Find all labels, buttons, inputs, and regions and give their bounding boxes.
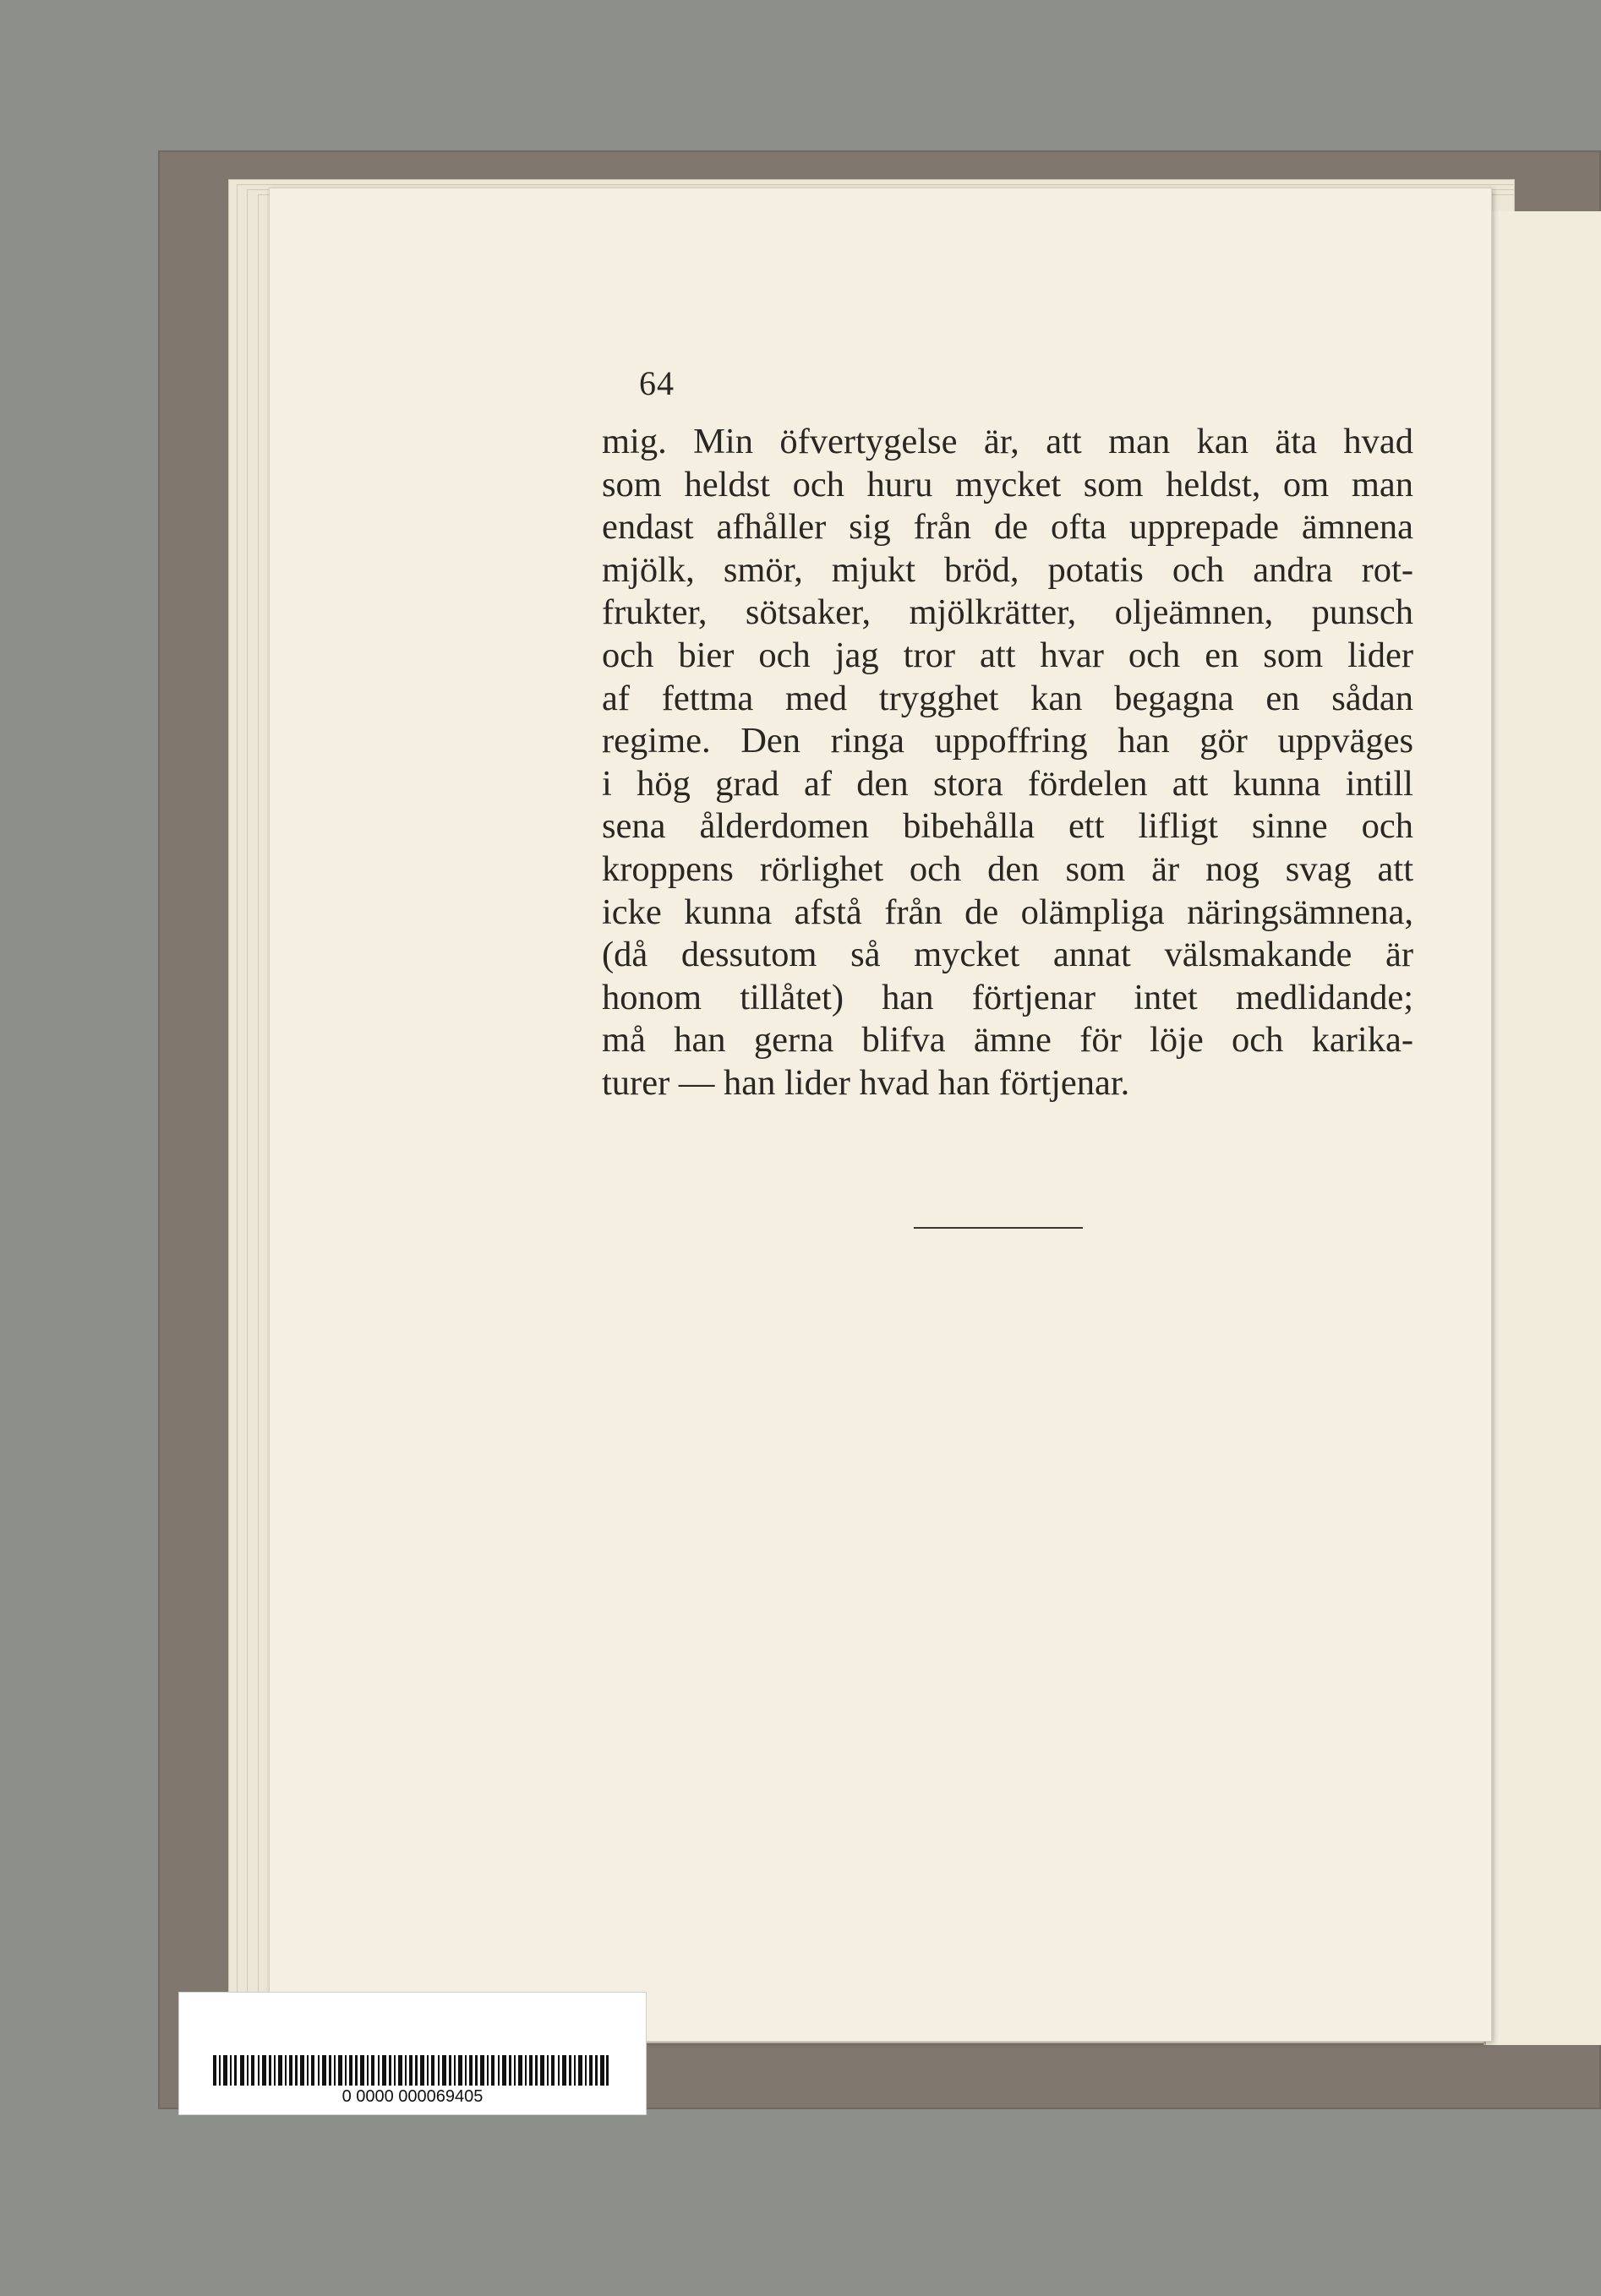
text-line: af fettma med trygghet kan begagna en sådan — [602, 678, 1413, 718]
text-line: sena ålderdomen bibehålla ett lifligt sinne och — [602, 806, 1413, 847]
text-line: honom tillåtet) han förtjenar intet medlidande; — [602, 977, 1413, 1017]
text-line: kroppens rörlighet och den som är nog svag att — [602, 848, 1413, 889]
barcode-number: 0 0000 000069405 — [342, 2087, 484, 2106]
text-line: mjölk, smör, mjukt bröd, potatis och andra rot- — [602, 549, 1413, 590]
barcode-icon — [213, 2055, 609, 2086]
text-line: i hög grad af den stora fördelen att kunna intill — [602, 763, 1413, 804]
body-text — [602, 421, 1413, 1105]
text-line: icke kunna afstå från de olämpliga näringsämnena, — [602, 892, 1413, 932]
text-line: och bier och jag tror att hvar och en som lider — [602, 635, 1413, 675]
text-line: (då dessutom så mycket annat välsmakande är — [602, 935, 1413, 975]
text-line: som heldst och huru mycket som heldst, om man — [602, 464, 1413, 504]
barcode-label — [178, 1992, 647, 2115]
text-line: mig. Min öfvertygelse är, att man kan äta hvad — [602, 422, 1413, 461]
facing-page-edge — [1484, 211, 1601, 2045]
text-line: må han gerna blifva ämne för löje och karika- — [602, 1020, 1413, 1061]
text-line: frukter, sötsaker, mjölkrätter, oljeämnen, punsch — [602, 592, 1413, 633]
section-separator-rule — [914, 1227, 1083, 1229]
text-line: turer — han lider hvad han förtjenar. — [602, 1062, 1130, 1103]
page-number: 64 — [639, 364, 675, 402]
text-line: regime. Den ringa uppoffring han gör uppväges — [602, 721, 1413, 761]
text-line: endast afhåller sig från de ofta upprepade ämnena — [602, 507, 1413, 548]
